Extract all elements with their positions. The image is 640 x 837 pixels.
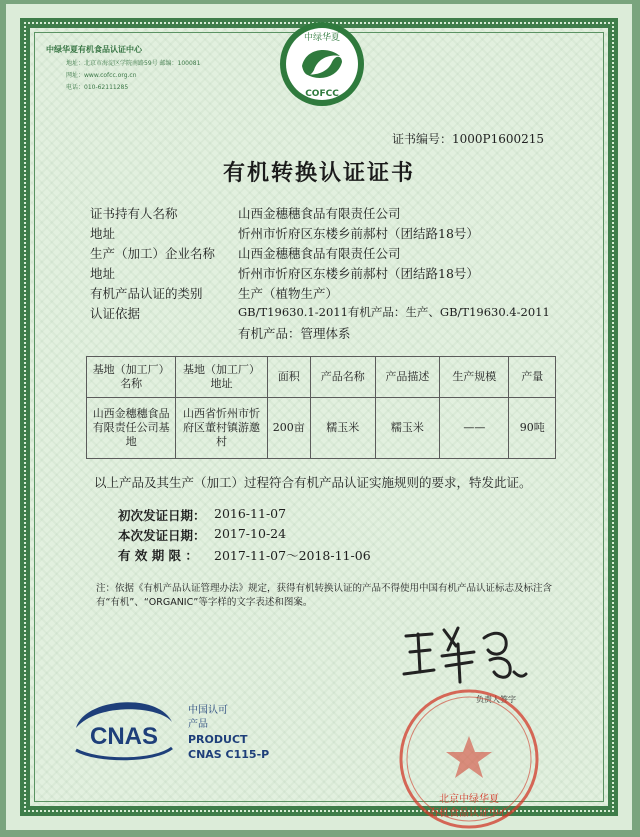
producer-value: 山西金穗穗食品有限责任公司 <box>238 246 401 261</box>
cell-area: 200亩 <box>267 398 310 459</box>
basis-value-2: 有机产品：管理体系 <box>238 326 351 341</box>
signer-label: 负责人签字 <box>476 695 516 704</box>
table-header-row <box>87 357 556 398</box>
th-base-name: 基地（加工厂）名称 <box>87 357 176 398</box>
validity-value: 2017-11-07～2018-11-06 <box>214 548 371 563</box>
logo-bottom-text: COFCC <box>305 89 339 99</box>
address-label: 地址 <box>90 226 116 241</box>
table-row <box>87 398 556 459</box>
basis-value-1: GB/T19630.1-2011有机产品：生产、GB/T19630.4-2011 <box>238 305 550 319</box>
logo-top-text: 中绿华夏 <box>303 33 341 43</box>
current-issue-value: 2017-10-24 <box>214 526 287 541</box>
cnas-line-3: PRODUCT <box>188 733 248 746</box>
cell-output: 90吨 <box>509 398 556 459</box>
certificate-number: 证书编号：1000P1600215 <box>392 132 545 146</box>
cnas-logo <box>68 692 180 764</box>
holder-value: 山西金穗穗食品有限责任公司 <box>238 206 401 221</box>
holder-label: 证书持有人名称 <box>90 206 178 221</box>
th-description: 产品描述 <box>375 357 440 398</box>
th-product-name: 产品名称 <box>311 357 376 398</box>
org-website: 网址：www.cofcc.org.cn <box>66 72 137 79</box>
th-area: 面积 <box>267 357 310 398</box>
basis-label: 认证依据 <box>90 306 141 321</box>
certificate-paper <box>6 4 632 830</box>
first-issue-value: 2016-11-07 <box>214 506 287 521</box>
category-label: 有机产品认证的类别 <box>90 286 203 301</box>
product-table <box>86 356 556 459</box>
seal-line-1: 北京中绿华夏 <box>439 794 499 805</box>
cell-base-name: 山西金穗穗食品有限责任公司基地 <box>87 398 176 459</box>
address-value: 忻州市忻府区东楼乡前郝村（团结路18号） <box>238 226 479 241</box>
official-seal <box>394 684 544 834</box>
cell-product-name: 糯玉米 <box>311 398 376 459</box>
cnas-line-1: 中国认可 <box>188 705 228 716</box>
cell-base-address: 山西省忻州市忻府区董村镇游邀村 <box>176 398 267 459</box>
category-value: 生产（植物生产） <box>238 286 339 301</box>
certificate-title: 有机转换认证证书 <box>222 161 415 186</box>
seal-line-2: 有机食品认证中心 <box>429 808 509 819</box>
cell-description: 糯玉米 <box>375 398 440 459</box>
producer-address-value: 忻州市忻府区东楼乡前郝村（团结路18号） <box>238 266 479 281</box>
org-name: 中绿华夏有机食品认证中心 <box>46 45 142 54</box>
th-scale: 生产规模 <box>440 357 509 398</box>
cnas-line-2: 产品 <box>188 719 208 730</box>
cnas-code: CNAS C115-P <box>188 748 270 762</box>
org-address: 地址：北京市海淀区学院南路59号 邮编：100081 <box>66 60 201 67</box>
handwritten-signature <box>398 616 528 688</box>
certification-statement: 以上产品及其生产（加工）过程符合有机产品认证实施规则的要求，特发此证。 <box>94 475 532 490</box>
th-base-address: 基地（加工厂）地址 <box>176 357 267 398</box>
footnote: 注：依据《有机产品认证管理办法》规定，获得有机转换认证的产品不得使用中国有机产品认证标志及标注含有“有机”、“ORGANIC”等字样的文字表述和图案。 <box>96 583 553 609</box>
org-phone: 电话：010-62111285 <box>66 84 129 91</box>
cnas-logo-text: CNAS <box>89 723 159 750</box>
th-output: 产量 <box>509 357 556 398</box>
cnas-info <box>188 704 269 763</box>
cell-scale: —— <box>440 398 509 459</box>
cofcc-logo <box>276 18 368 110</box>
producer-address-label: 地址 <box>90 266 116 281</box>
current-issue-label: 本次发证日期： <box>118 528 206 543</box>
first-issue-label: 初次发证日期： <box>118 508 206 523</box>
validity-label: 有 效 期 限 ： <box>118 548 198 563</box>
producer-label: 生产（加工）企业名称 <box>90 246 216 261</box>
